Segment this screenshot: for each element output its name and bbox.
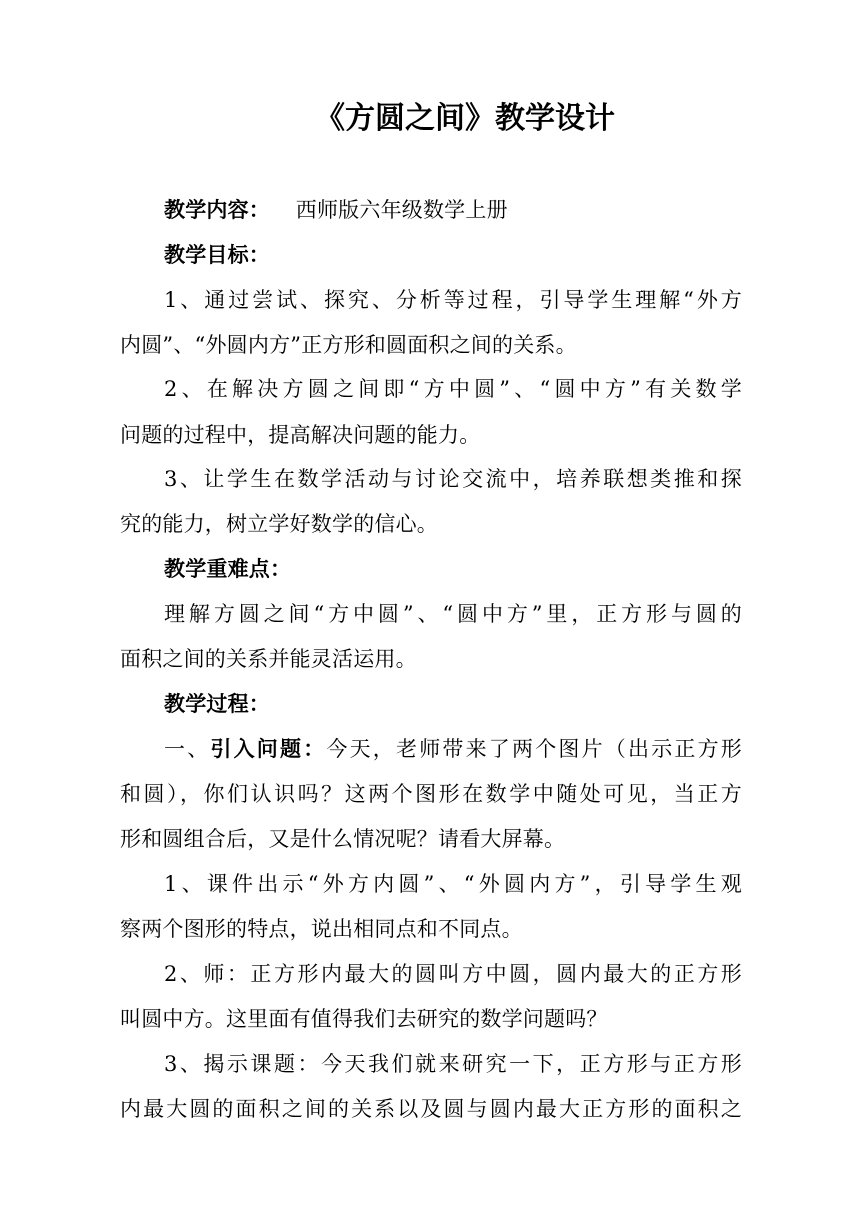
- paragraph-line: 2、在解决方圆之间即“方中圆”、“圆中方”有关数学: [164, 377, 742, 401]
- key-points-heading: [164, 554, 742, 584]
- paragraph-line: 3、揭示课题：今天我们就来研究一下，正方形与正方形: [164, 1052, 742, 1076]
- teaching-goals-label: 教学目标：: [164, 242, 270, 267]
- document-title: 《方圆之间》教学设计: [315, 101, 615, 136]
- paragraph-line: 叫圆中方。这里面有值得我们去研究的数学问题吗？: [120, 1007, 608, 1031]
- paragraph-line: 面积之间的关系并能灵活运用。: [120, 647, 417, 671]
- paragraph-line: 2、师：正方形内最大的圆叫方中圆，圆内最大的正方形: [164, 962, 742, 986]
- section-one-text: 今天，老师带来了两个图片（出示正方形: [326, 737, 742, 761]
- section-one-line: [164, 734, 742, 764]
- paragraph-line: 和圆），你们认识吗？这两个图形在数学中随处可见，当正方: [120, 782, 742, 806]
- paragraph-line: 3、让学生在数学活动与讨论交流中，培养联想类推和探: [164, 467, 742, 491]
- teaching-content-line: [164, 195, 742, 225]
- paragraph-line: 内最大圆的面积之间的关系以及圆与圆内最大正方形的面积之: [120, 1097, 742, 1121]
- paragraph-line: 理解方圆之间“方中圆”、“圆中方”里，正方形与圆的: [164, 602, 742, 626]
- paragraph-line: 问题的过程中，提高解决问题的能力。: [120, 423, 481, 447]
- section-one-prefix: 一、: [164, 737, 211, 761]
- paragraph-line: 1、课件出示“外方内圆”、“外圆内方”，引导学生观: [164, 872, 742, 896]
- paragraph-line: 内圆”、“外圆内方”正方形和圆面积之间的关系。: [120, 333, 577, 357]
- process-label: 教学过程：: [164, 691, 270, 716]
- section-one-label: 引入问题：: [210, 736, 327, 761]
- paragraph-line: 形和圆组合后，又是什么情况呢？请看大屏幕。: [120, 827, 566, 851]
- teaching-content-label: 教学内容：: [164, 197, 270, 222]
- paragraph-line: 1、通过尝试、探究、分析等过程，引导学生理解“外方: [164, 288, 742, 312]
- key-points-label: 教学重难点：: [164, 556, 292, 581]
- process-heading: [164, 689, 742, 719]
- teaching-goals-heading: [164, 240, 742, 270]
- paragraph-line: 究的能力，树立学好数学的信心。: [120, 512, 438, 536]
- teaching-content-value: 西师版六年级数学上册: [295, 198, 508, 222]
- paragraph-line: 察两个图形的特点，说出相同点和不同点。: [120, 917, 523, 941]
